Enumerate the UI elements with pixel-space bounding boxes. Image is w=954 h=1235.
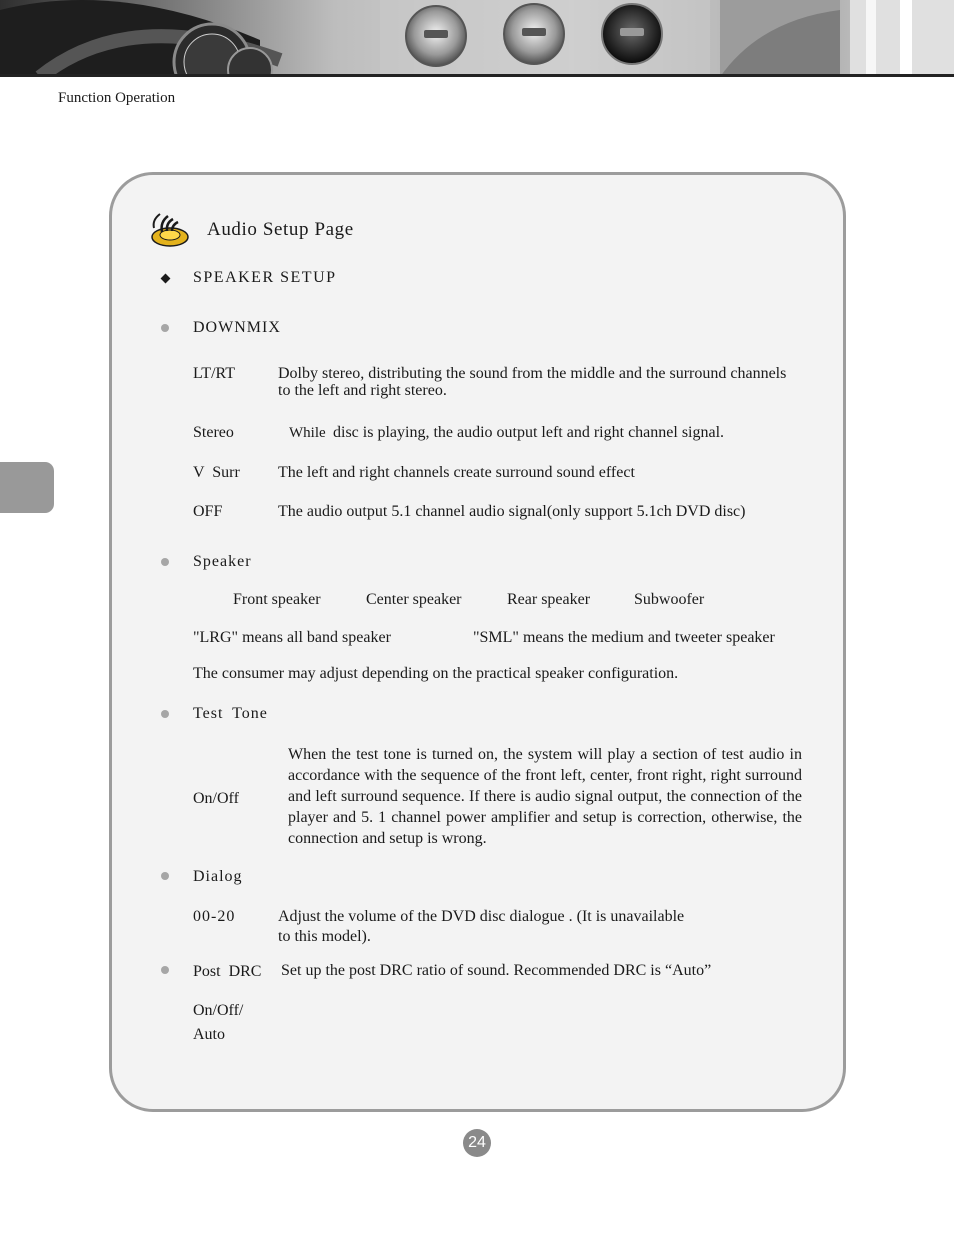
dialog-heading: Dialog [193, 868, 243, 885]
speaker-type-center: Center speaker [366, 591, 462, 608]
speaker-type-front: Front speaker [233, 591, 321, 608]
speaker-consumer-note: The consumer may adjust depending on the practical speaker configuration. [193, 665, 679, 682]
downmix-term-ltrt: LT/RT [193, 365, 236, 382]
bullet-dot-icon [161, 872, 169, 880]
downmix-desc-vsurr: The left and right channels create surround sound effect [278, 464, 635, 481]
downmix-term-off: OFF [193, 503, 223, 520]
downmix-term-vsurr: V Surr [193, 464, 240, 481]
running-header-title: Function Operation [58, 90, 176, 106]
speaker-sml-note: "SML" means the medium and tweeter speaker [473, 629, 775, 646]
bullet-dot-icon [161, 558, 169, 566]
header-banner-image [0, 0, 954, 77]
downmix-desc-stereo-prefix: While [289, 425, 326, 441]
speaker-heading: Speaker [193, 553, 252, 570]
dashboard-photo [0, 0, 954, 77]
dialog-range: 00-20 [193, 908, 236, 925]
bullet-dot-icon [161, 966, 169, 974]
speaker-type-rear: Rear speaker [507, 591, 591, 608]
downmix-desc-ltrt-line1: Dolby stereo, distributing the sound from the middle and the surround channels [278, 365, 787, 382]
speaker-setup-heading: SPEAKER SETUP [193, 269, 337, 286]
speaker-lrg-note: "LRG" means all band speaker [193, 629, 391, 646]
bullet-dot-icon [161, 710, 169, 718]
chapter-side-tab [0, 462, 54, 513]
speaker-sound-icon [148, 210, 190, 248]
downmix-term-stereo: Stereo [193, 424, 234, 441]
section-title: Audio Setup Page [207, 219, 354, 240]
post-drc-option-line1: On/Off/ [193, 1002, 244, 1019]
test-tone-description: When the test tone is turned on, the system will play a section of test audio in accordance with the sequence of the front left, center, front right, right surround and left surround sequence. If there is audio signal output, the connection of the player and 5. 1 channel power amplifier and setup is correction, otherwise, the connection and setup is wrong. [288, 746, 802, 847]
test-tone-heading: Test Tone [193, 705, 268, 722]
post-drc-description: Set up the post DRC ratio of sound. Recommended DRC is “Auto” [281, 962, 712, 979]
downmix-desc-off: The audio output 5.1 channel audio signal(only support 5.1ch DVD disc) [278, 503, 746, 520]
dialog-desc-line1: Adjust the volume of the DVD disc dialogue . (It is unavailable [278, 908, 685, 925]
test-tone-option: On/Off [193, 790, 239, 807]
bullet-dot-icon [161, 324, 169, 332]
post-drc-option-line2: Auto [193, 1026, 225, 1043]
speaker-type-subwoofer: Subwoofer [634, 591, 705, 608]
downmix-desc-stereo: disc is playing, the audio output left and right channel signal. [333, 424, 725, 441]
dialog-desc-line2: to this model). [278, 928, 371, 945]
post-drc-heading: Post DRC [193, 963, 262, 980]
downmix-heading: DOWNMIX [193, 319, 281, 336]
page-number-badge: 24 [463, 1129, 491, 1157]
downmix-desc-ltrt-line2: to the left and right stereo. [278, 382, 447, 399]
